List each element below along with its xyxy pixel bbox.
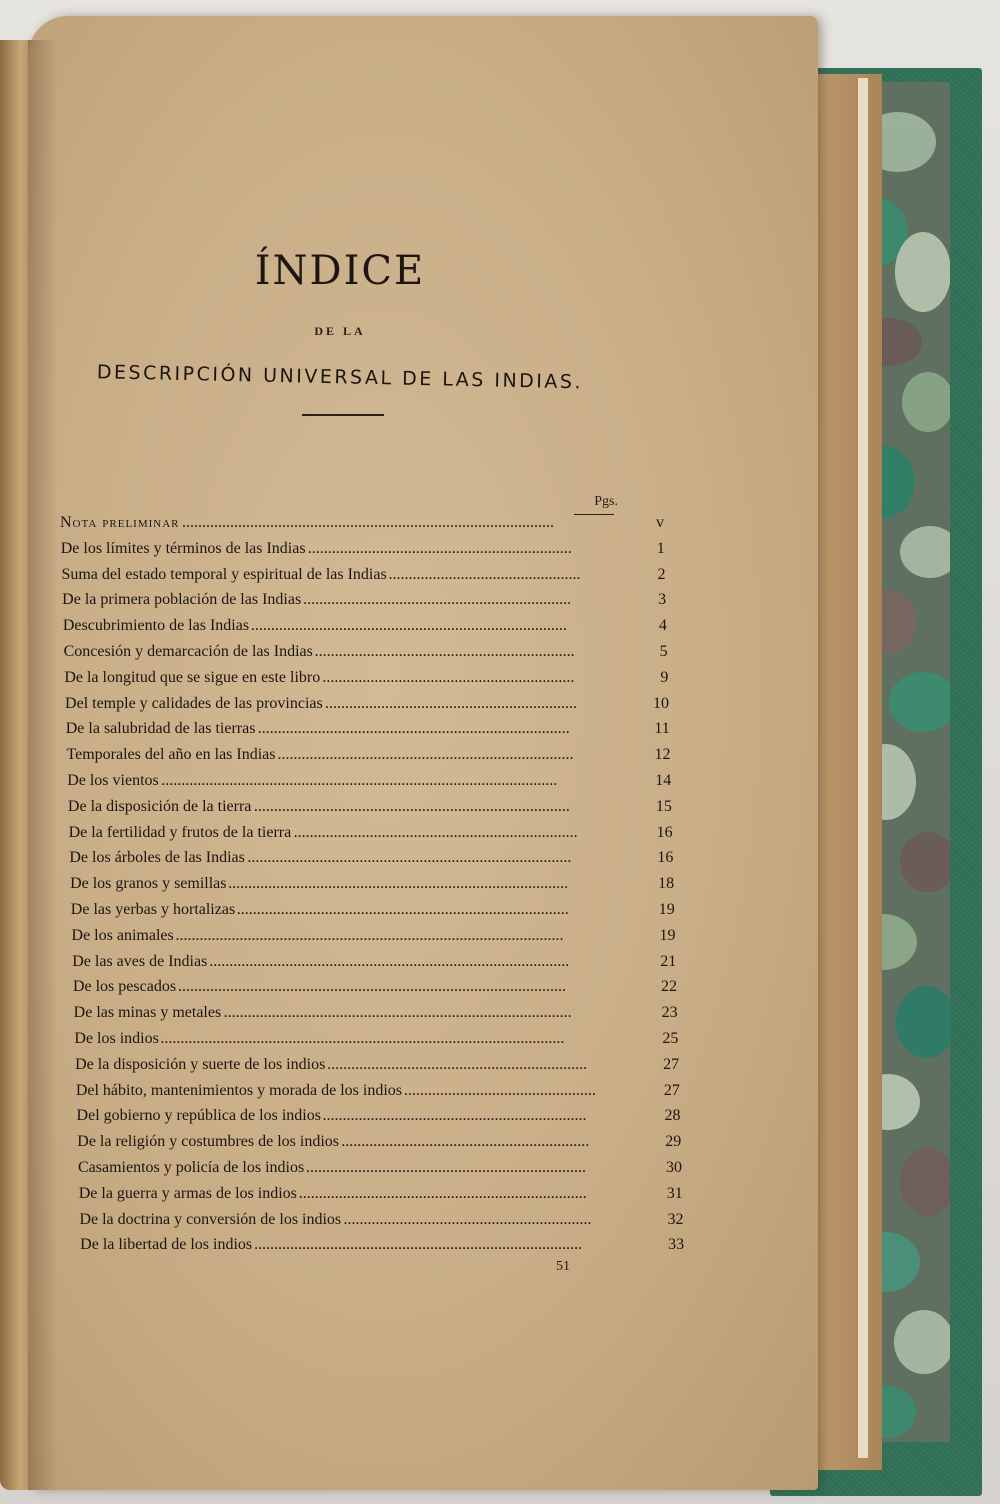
toc-leader-dots: .................................................................. xyxy=(322,1107,587,1125)
toc-leader-dots: .................................................................. xyxy=(307,539,572,557)
toc-entry xyxy=(74,1030,679,1052)
toc-leader-dots: .......................................................................... xyxy=(277,746,574,764)
toc-entry-page: 15 xyxy=(655,797,672,815)
toc-entry xyxy=(73,1004,678,1026)
toc-leader-dots: .............................................................. xyxy=(343,1210,592,1228)
toc-entry-title: De las aves de Indias xyxy=(72,952,208,970)
page-number: 51 xyxy=(556,1259,570,1274)
toc-entry-page: 3 xyxy=(658,591,667,609)
toc-entry-page: 14 xyxy=(655,772,672,789)
toc-entry-title: De los indios xyxy=(74,1030,159,1047)
toc-entry xyxy=(76,1107,681,1129)
toc-leader-dots: ................................................................. xyxy=(327,1055,588,1073)
toc-entry-page: 29 xyxy=(665,1133,682,1151)
toc-entry xyxy=(79,1210,684,1233)
toc-leader-dots: ............................................................... xyxy=(325,694,578,712)
toc-entry-title: De la fertilidad y frutos de la tierra xyxy=(68,823,292,841)
toc-entry xyxy=(65,694,670,717)
toc-entry-title: De la salubridad de las tierras xyxy=(65,720,256,738)
toc-entry-title: De la religión y costumbres de los indios xyxy=(77,1133,339,1151)
toc-entry-page: 31 xyxy=(666,1184,683,1202)
toc-entry xyxy=(60,539,665,562)
toc-entry-page: 5 xyxy=(659,643,668,660)
toc-entry xyxy=(66,746,671,768)
toc-entry-title: De la guerra y armas de los indios xyxy=(78,1184,297,1202)
toc-entry-page: 19 xyxy=(659,926,676,944)
toc-leader-dots: ................................................................................................... xyxy=(161,772,558,789)
toc-entry-title: De los granos y semillas xyxy=(70,875,227,893)
toc-entry xyxy=(65,720,670,742)
toc-entry xyxy=(68,823,673,846)
toc-leader-dots: ................................................................................................. xyxy=(177,978,566,996)
toc-entry-title: Concesión y demarcación de las Indias xyxy=(63,643,313,660)
toc-entry xyxy=(78,1159,682,1181)
toc-entry xyxy=(67,772,672,794)
title-connector: DE LA xyxy=(314,324,366,338)
title-rule xyxy=(302,414,384,416)
toc-entry-page: 11 xyxy=(654,720,670,738)
paper-edge xyxy=(858,78,868,1458)
toc-entry-page: 33 xyxy=(668,1236,685,1254)
toc-entry xyxy=(75,1081,680,1104)
toc-leader-dots: ............................................................................................. xyxy=(182,514,554,531)
toc-entry-title: De las minas y metales xyxy=(73,1004,222,1022)
toc-entry-title: De los pescados xyxy=(72,978,177,996)
toc-entry xyxy=(63,643,668,665)
toc-entry-title: Del hábito, mantenimientos y morada de los indios xyxy=(75,1081,402,1099)
toc-entry-page: 4 xyxy=(658,617,667,635)
toc-leader-dots: ................................................ xyxy=(388,565,581,583)
page-gutter-shadow xyxy=(28,40,58,1490)
toc-entry xyxy=(61,565,666,588)
toc-entry-title: De la disposición de la tierra xyxy=(67,797,252,815)
toc-leader-dots: ............................................................... xyxy=(322,668,575,686)
toc-entry xyxy=(72,978,677,1000)
toc-entry xyxy=(70,901,675,923)
toc-entry-title: De los límites y términos de las Indias xyxy=(60,539,306,557)
toc-entry xyxy=(80,1236,685,1258)
toc-entry-page: 28 xyxy=(664,1107,681,1125)
toc-entry-title: Del gobierno y república de los indios xyxy=(76,1107,321,1125)
toc-entry-page: 25 xyxy=(662,1030,679,1047)
toc-entry-page: 27 xyxy=(663,1081,680,1099)
toc-entry xyxy=(71,926,676,949)
toc-entry-page: 27 xyxy=(663,1055,680,1073)
toc-entry xyxy=(77,1133,682,1155)
toc-leader-dots: ....................................................................... xyxy=(293,823,578,841)
toc-entry-page: 19 xyxy=(658,901,675,918)
toc-leader-dots: .............................................................................. xyxy=(257,720,570,738)
toc-leader-dots: ................................................................................................. xyxy=(175,926,564,944)
toc-entry-page: 10 xyxy=(653,694,670,712)
toc-entry-title: Suma del estado temporal y espiritual de las Indias xyxy=(61,565,387,583)
toc-leader-dots: ...................................................................... xyxy=(306,1159,586,1176)
toc-entry xyxy=(62,591,667,613)
toc-entry xyxy=(75,1055,680,1078)
toc-leader-dots: ........................................................................ xyxy=(298,1184,587,1202)
toc-entry-title: De los vientos xyxy=(67,772,159,789)
toc-entry xyxy=(78,1184,683,1207)
toc-leader-dots: .................................................................................. xyxy=(254,1236,583,1254)
toc-entry-page: v xyxy=(656,514,664,531)
toc-entry-page: 12 xyxy=(654,746,671,764)
toc-leader-dots: .......................................................................................... xyxy=(209,952,570,970)
toc-entry xyxy=(70,875,675,897)
toc-leader-dots: ................................................ xyxy=(403,1081,596,1099)
toc-entry xyxy=(69,849,674,871)
toc-entry-page: 30 xyxy=(666,1159,682,1176)
toc-leader-dots: ............................................................................... xyxy=(253,797,570,815)
page-title: ÍNDICE xyxy=(254,248,426,294)
toc-entry-page: 2 xyxy=(657,565,666,583)
toc-entry-title: De la primera población de las Indias xyxy=(62,591,302,609)
toc-leader-dots: .............................................................. xyxy=(341,1133,590,1151)
toc-entry xyxy=(64,668,669,691)
toc-entry-page: 18 xyxy=(658,875,675,893)
toc-entry-title: De la libertad de los indios xyxy=(80,1236,253,1254)
toc-entry-page: 16 xyxy=(657,849,674,867)
toc-entry-page: 16 xyxy=(656,823,673,841)
toc-entry-page: 32 xyxy=(667,1210,684,1228)
toc-entry-title: De la doctrina y conversión de los indios xyxy=(79,1210,342,1228)
toc-leader-dots: ..................................................................................... xyxy=(228,875,569,893)
toc-entry-title: Descubrimiento de las Indias xyxy=(62,617,250,635)
toc-entry-title: Nota preliminar xyxy=(60,514,180,531)
toc-entry xyxy=(72,952,677,975)
toc-entry xyxy=(60,514,664,536)
toc-entry xyxy=(62,617,667,639)
toc-leader-dots: ..................................................................................................... xyxy=(160,1030,565,1047)
pages-column-header: Pgs. xyxy=(594,494,618,509)
toc-entry-title: De la longitud que se sigue en este libro xyxy=(64,668,321,686)
toc-entry-page: 21 xyxy=(660,952,677,970)
toc-leader-dots: ................................................................. xyxy=(314,643,575,660)
toc-entry-title: De la disposición y suerte de los indios xyxy=(75,1055,326,1073)
toc-leader-dots: ................................................................................... xyxy=(236,901,569,918)
toc-entry-title: De los animales xyxy=(71,926,174,944)
toc-entry-title: Casamientos y policía de los indios xyxy=(78,1159,305,1176)
toc-entry-title: De los árboles de las Indias xyxy=(69,849,245,867)
page-subtitle: DESCRIPCIÓN UNIVERSAL DE LAS INDIAS. xyxy=(96,361,584,394)
toc-entry-page: 22 xyxy=(660,978,677,996)
toc-entry-title: Temporales del año en las Indias xyxy=(66,746,276,764)
toc-entry-title: Del temple y calidades de las provincias xyxy=(65,694,323,712)
toc-leader-dots: ................................................................................. xyxy=(247,849,572,867)
toc-leader-dots: ............................................................................... xyxy=(250,617,567,635)
toc-leader-dots: ....................................................................................... xyxy=(223,1004,572,1022)
toc-entry-page: 1 xyxy=(656,539,665,557)
toc-entry-page: 9 xyxy=(660,668,669,686)
toc-leader-dots: ................................................................... xyxy=(303,591,572,609)
toc-entry xyxy=(67,797,672,820)
toc-entry-title: De las yerbas y hortalizas xyxy=(70,901,236,918)
toc-entry-page: 23 xyxy=(661,1004,678,1022)
